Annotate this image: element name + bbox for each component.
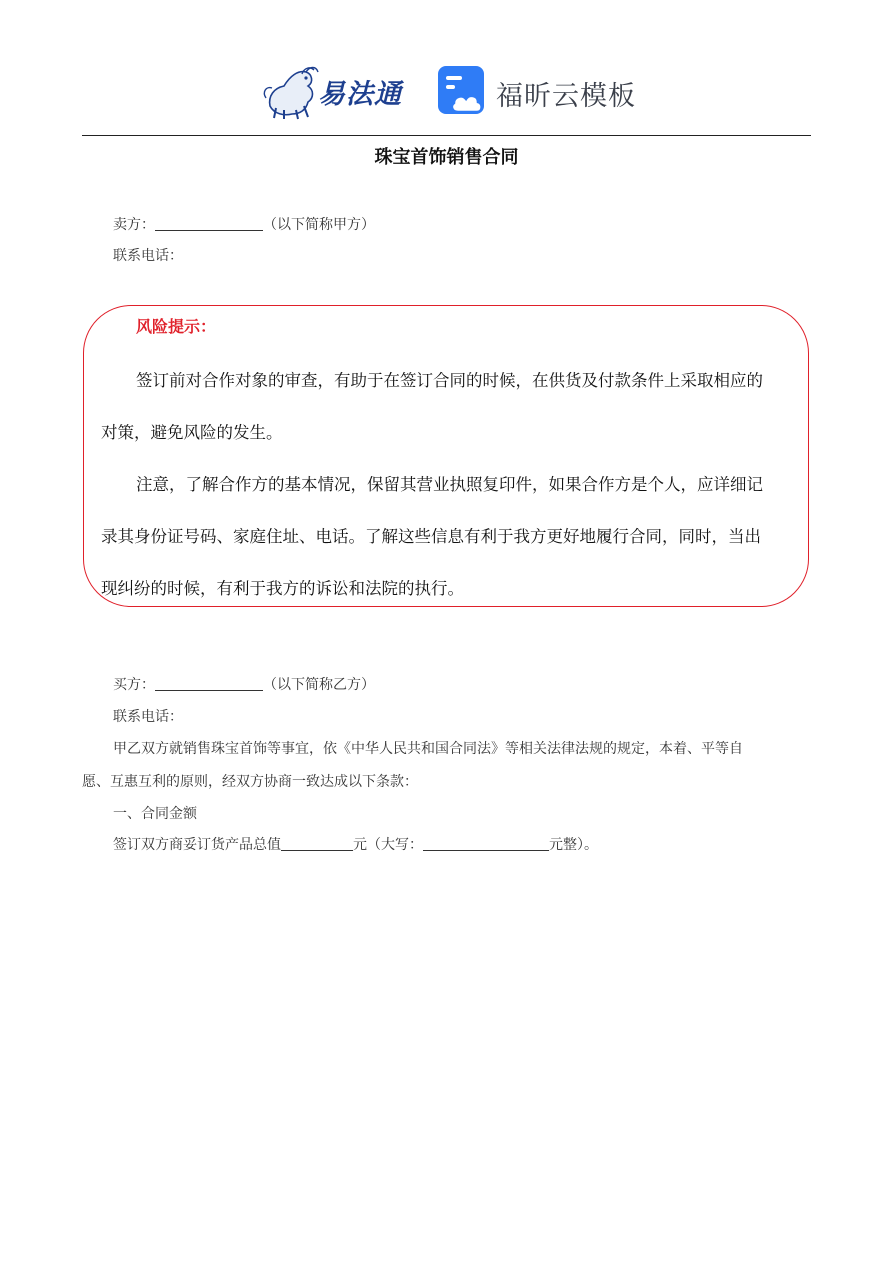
seller-suffix: （以下简称甲方） [263,217,375,233]
intro-paragraph-line: 愿、互惠互利的原则，经双方协商一致达成以下条款： [82,774,418,790]
buyer-phone-line: 联系电话： [113,709,183,725]
risk-line: 对策，避免风险的发生。 [101,423,283,442]
risk-line: 注意，了解合作方的基本情况，保留其营业执照复印件，如果合作方是个人，应详细记 [136,475,763,494]
amount-mid: 元（大写： [353,837,423,853]
buyer-name-blank[interactable] [155,676,263,691]
buyer-label: 买方： [113,677,155,693]
amount-words-blank[interactable] [423,836,549,851]
amount-prefix: 签订双方商妥订货产品总值 [113,837,281,853]
risk-line: 录其身份证号码、家庭住址、电话。了解这些信息有利于我方更好地履行合同，同时，当出 [101,527,761,546]
buyer-suffix: （以下简称乙方） [263,677,375,693]
amount-line [113,834,598,854]
seller-phone-line: 联系电话： [113,248,183,264]
risk-notice-title: 风险提示： [136,317,217,336]
page-header [0,58,893,122]
seller-name-blank[interactable] [155,216,263,231]
logo-right-text: 福昕云模板 [496,81,636,112]
qilin-icon [262,62,322,120]
header-divider [82,135,811,136]
logo-left-text: 易法通 [318,79,402,110]
amount-number-blank[interactable] [281,836,353,851]
buyer-line [113,674,375,694]
amount-suffix: 元整）。 [549,837,598,853]
seller-label: 卖方： [113,217,155,233]
intro-paragraph-line: 甲乙双方就销售珠宝首饰等事宜，依《中华人民共和国合同法》等相关法律法规的规定，本着、平等自 [113,741,743,757]
seller-line [113,214,375,234]
page-title: 珠宝首饰销售合同 [374,147,519,168]
risk-line: 签订前对合作对象的审查，有助于在签订合同的时候，在供货及付款条件上采取相应的 [136,371,763,390]
foxit-template-logo [436,64,636,118]
risk-line: 现纠纷的时候，有利于我方的诉讼和法院的执行。 [101,579,464,598]
risk-notice-box [83,305,809,607]
section-heading: 一、合同金额 [113,806,197,822]
yifatong-logo [262,62,412,120]
cloud-doc-icon [436,64,488,118]
